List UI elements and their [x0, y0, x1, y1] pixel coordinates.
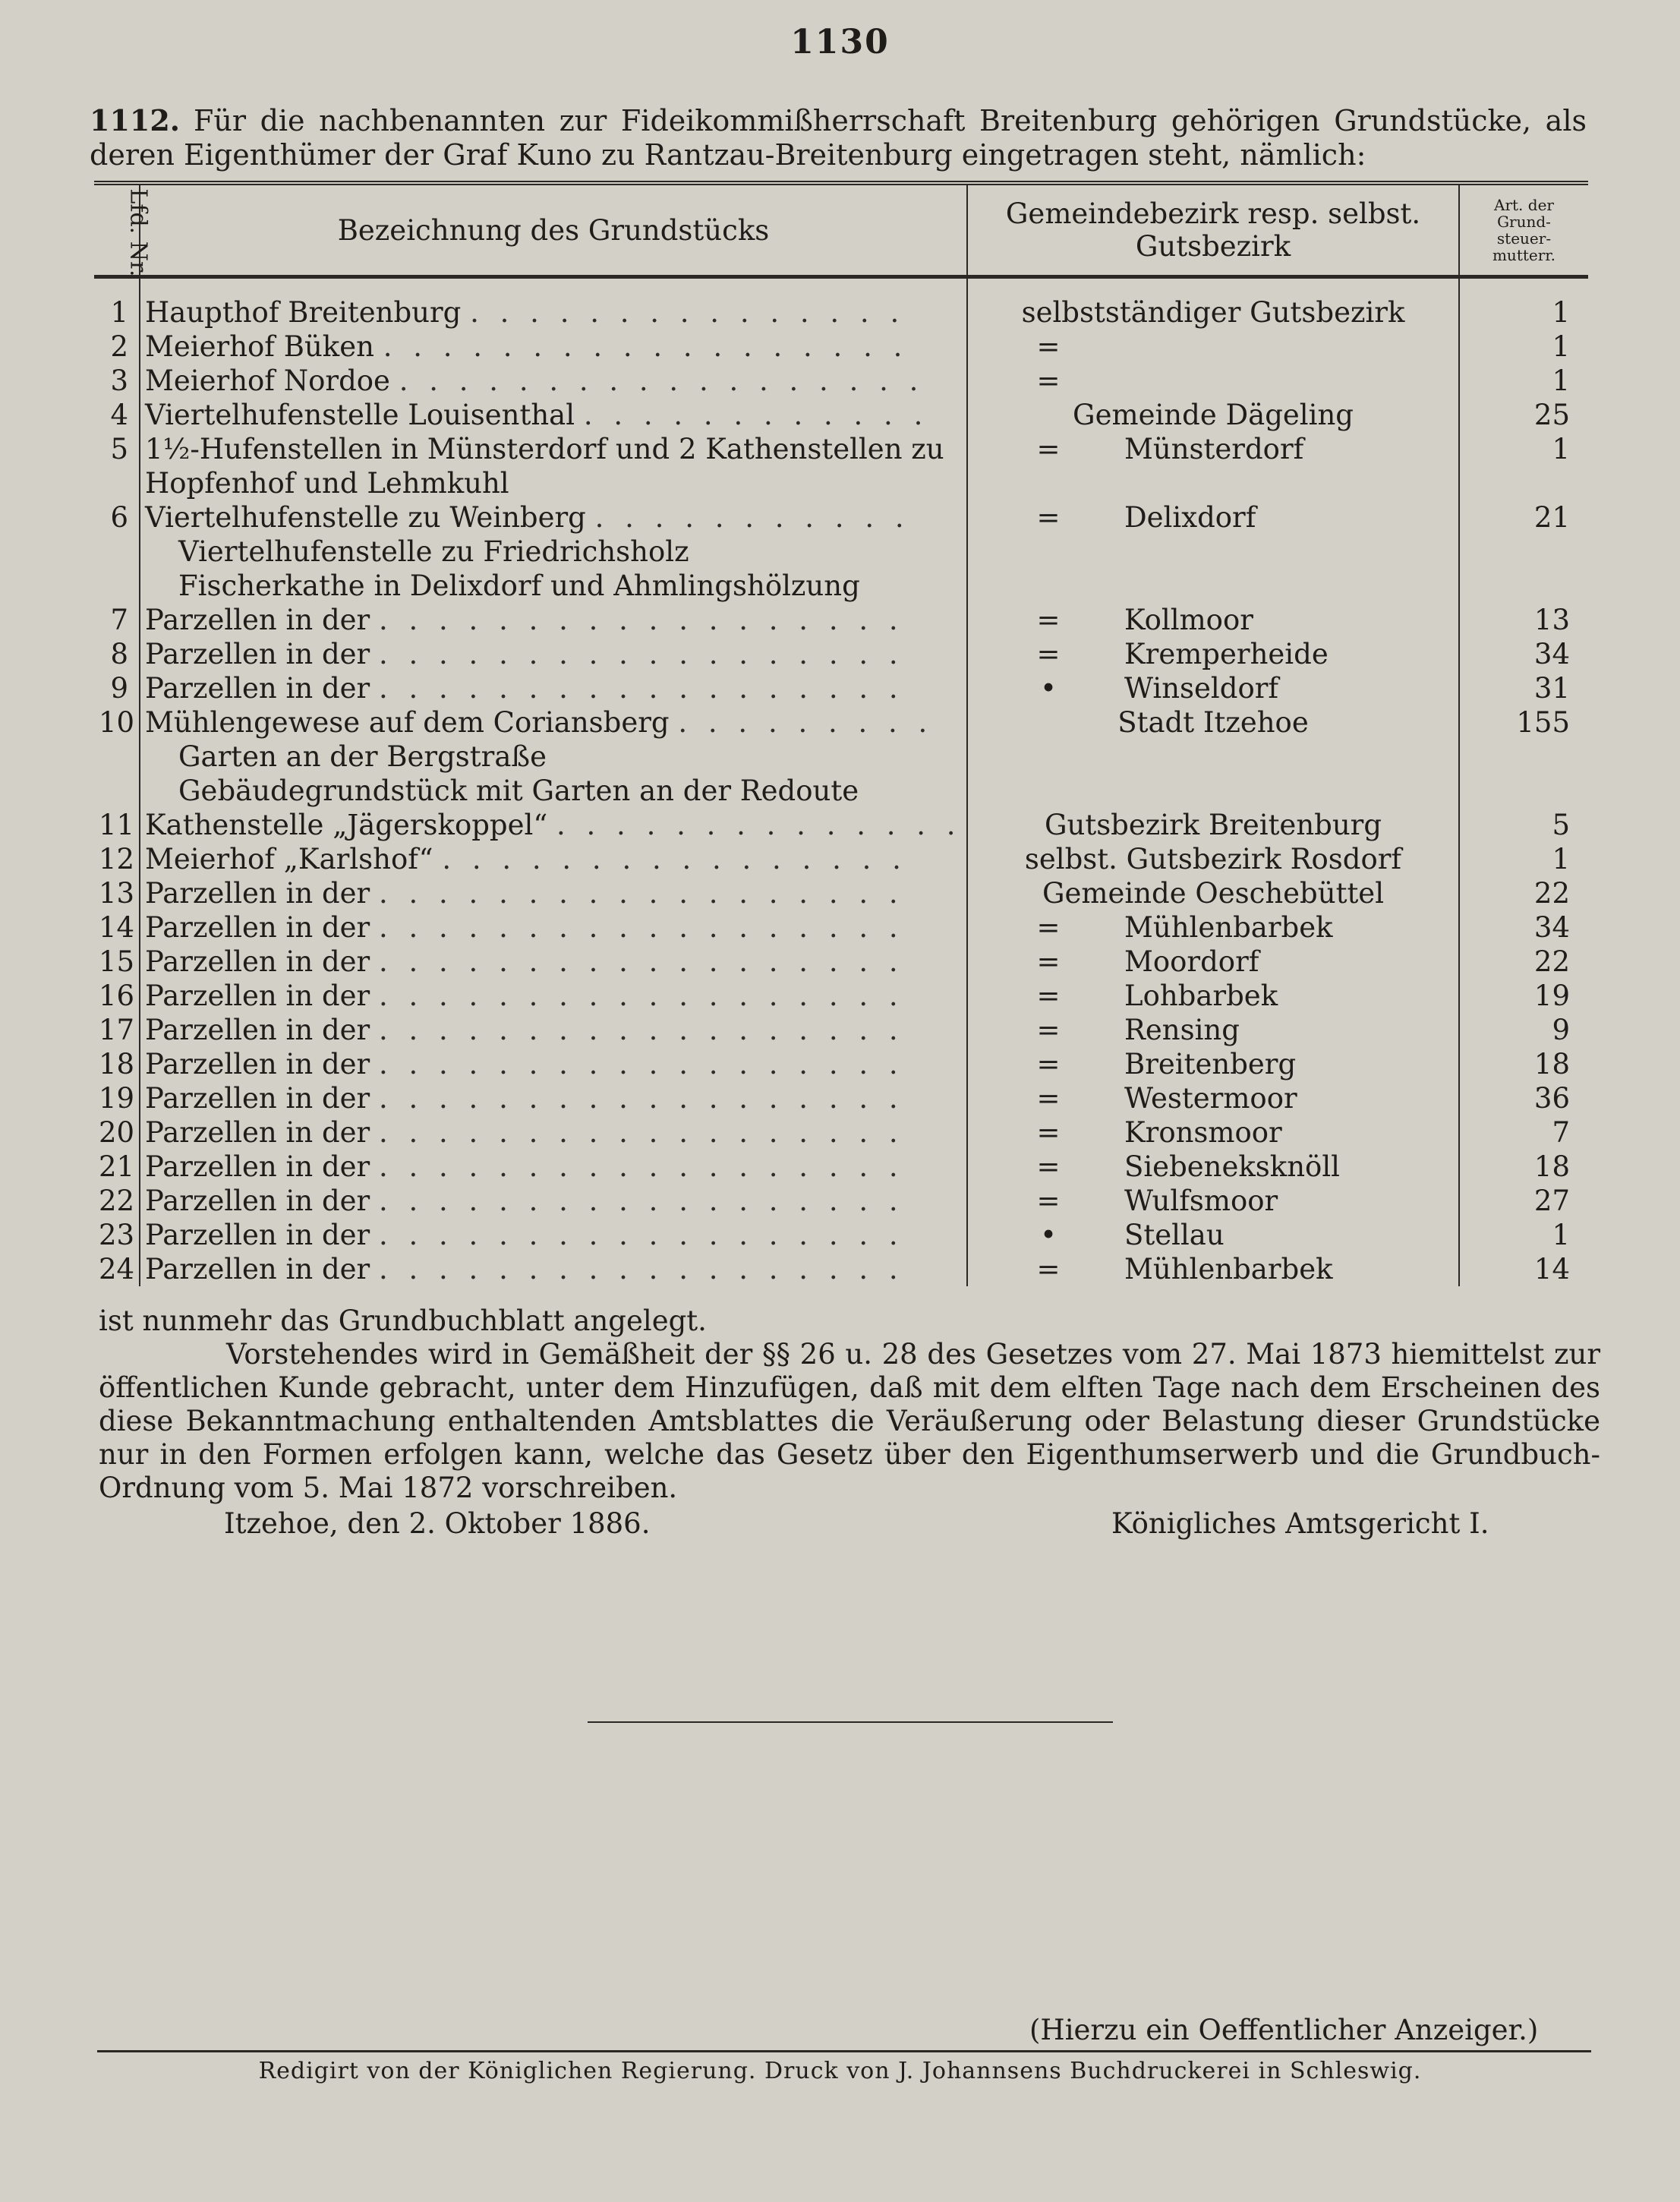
ditto-mark: =	[1036, 945, 1061, 978]
row-gemeinde	[967, 535, 1459, 569]
row-number: 7	[110, 604, 128, 636]
header-nr: Lfd. Nr.	[94, 183, 140, 277]
table-row	[94, 330, 1588, 364]
row-number: 11	[99, 809, 135, 841]
ditto-mark: =	[1036, 1082, 1061, 1115]
row-gemeinde: = Rensing	[967, 1013, 1459, 1047]
ditto-mark: =	[1036, 1253, 1061, 1286]
ditto-mark: =	[1036, 433, 1061, 465]
row-gemeinde: = Breitenberg	[967, 1047, 1459, 1081]
table-row	[94, 500, 1588, 535]
row-artikel: 36	[1533, 1082, 1570, 1115]
table-row	[94, 774, 1588, 808]
row-number	[94, 740, 140, 774]
row-artikel: 1	[1552, 843, 1570, 875]
row-number: 8	[110, 638, 128, 670]
row-bezeichnung: Mühlengewese auf dem Coriansberg . . . . . . . . .	[140, 705, 967, 740]
row-gemeinde: = Kremperheide	[967, 637, 1459, 671]
row-bezeichnung: Parzellen in der . . . . . . . . . . . . . . . . . .	[140, 671, 967, 705]
table-row	[94, 1115, 1588, 1150]
row-number: 22	[99, 1185, 135, 1217]
leader-dots: . . . . . . . . . . . . . . . . . .	[378, 1048, 904, 1080]
leader-dots: . . . . . . . . . . . . . . . . . .	[378, 1219, 904, 1251]
ditto-mark: =	[1036, 330, 1061, 363]
table-row	[94, 603, 1588, 637]
leader-dots: . . . . . . . . . . . . . . . . . .	[378, 1150, 904, 1183]
leader-dots: . . . . . . . . . . . . . . . . . .	[378, 1253, 904, 1286]
leader-dots: . . . . . . . . . . . . . . . . . .	[378, 1116, 904, 1149]
row-bezeichnung: Parzellen in der . . . . . . . . . . . . . . . . . .	[140, 1252, 967, 1286]
table-row	[94, 1150, 1588, 1184]
row-artikel	[1459, 569, 1588, 603]
row-gemeinde: = Münsterdorf	[967, 432, 1459, 466]
row-number: 5	[110, 433, 128, 465]
row-artikel: 21	[1533, 501, 1570, 534]
row-number	[94, 535, 140, 569]
row-gemeinde: = Wulfsmoor	[967, 1184, 1459, 1218]
row-bezeichnung: Meierhof „Karlshof“ . . . . . . . . . . . . . . . .	[140, 842, 967, 876]
leader-dots: . . . . . . . . . . .	[594, 501, 910, 534]
table-row	[94, 277, 1588, 330]
row-gemeinde: Gemeinde Dägeling	[967, 398, 1459, 432]
row-gemeinde	[967, 740, 1459, 774]
table-row	[94, 740, 1588, 774]
row-bezeichnung: Parzellen in der . . . . . . . . . . . . . . . . . .	[140, 1150, 967, 1184]
issuing-authority: Königliches Amtsgericht I.	[1111, 1507, 1489, 1540]
row-number: 12	[99, 843, 135, 875]
row-number: 3	[110, 364, 128, 397]
table-row	[94, 1081, 1588, 1115]
intro-text: Für die nachbenannten zur Fideikommißherrschaft Breitenburg gehörigen Grundstücke, als deren Eigenthümer der Graf Kuno zu Rantzau-Breitenburg eingetragen steht, nämlich:	[90, 104, 1587, 172]
row-artikel: 27	[1533, 1185, 1570, 1217]
row-bezeichnung: Garten an der Bergstraße	[140, 740, 967, 774]
row-number: 9	[110, 672, 128, 705]
table-row	[94, 1252, 1588, 1286]
table-row	[94, 842, 1588, 876]
leader-dots: . . . . . . . . . . . .	[583, 399, 929, 431]
row-artikel: 5	[1552, 809, 1570, 841]
row-bezeichnung: Parzellen in der . . . . . . . . . . . . . . . . . .	[140, 945, 967, 979]
row-gemeinde	[967, 330, 1459, 364]
row-gemeinde: Gutsbezirk Breitenburg	[967, 808, 1459, 842]
ditto-mark: =	[1036, 1116, 1061, 1149]
ditto-mark: •	[1040, 1219, 1057, 1251]
row-gemeinde: = Kronsmoor	[967, 1115, 1459, 1150]
row-bezeichnung: Parzellen in der . . . . . . . . . . . . . . . . . .	[140, 603, 967, 637]
row-artikel: 1	[1552, 1219, 1570, 1251]
ditto-mark: =	[1036, 1150, 1061, 1183]
row-number: 14	[99, 911, 135, 944]
leader-dots: . . . . . . . . . . . . . . . . . .	[378, 980, 904, 1012]
row-bezeichnung: Fischerkathe in Delixdorf und Ahmlingshölzung	[140, 569, 967, 603]
table-row	[94, 1013, 1588, 1047]
row-bezeichnung: Hopfenhof und Lehmkuhl	[140, 466, 967, 500]
leader-dots: . . . . . . . . . . . . . . . . . .	[383, 330, 909, 363]
table-body	[94, 277, 1588, 1287]
row-number: 16	[99, 980, 135, 1012]
ditto-mark: •	[1040, 672, 1057, 705]
row-artikel: 22	[1533, 945, 1570, 978]
row-gemeinde: Stadt Itzehoe	[967, 705, 1459, 740]
row-artikel: 22	[1533, 877, 1570, 910]
row-artikel: 1	[1552, 296, 1570, 329]
row-bezeichnung: Parzellen in der . . . . . . . . . . . . . . . . . .	[140, 1115, 967, 1150]
row-artikel: 13	[1533, 604, 1570, 636]
row-artikel: 18	[1533, 1048, 1570, 1080]
row-artikel: 25	[1533, 399, 1570, 431]
leader-dots: . . . . . . . . . . . . . . . . . .	[378, 877, 904, 910]
table-row	[94, 1218, 1588, 1252]
row-number	[94, 466, 140, 500]
appendix-note: (Hierzu ein Oeffentlicher Anzeiger.)	[1029, 2014, 1539, 2046]
row-artikel: 9	[1552, 1014, 1570, 1046]
row-artikel: 19	[1533, 980, 1570, 1012]
table-row	[94, 808, 1588, 842]
table-row	[94, 466, 1588, 500]
row-gemeinde: = Mühlenbarbek	[967, 910, 1459, 945]
header-gemeinde: Gemeindebezirk resp. selbst. Gutsbezirk	[967, 183, 1459, 277]
leader-dots: . . . . . . . . . . . . . . . . . .	[378, 1014, 904, 1046]
leader-dots: . . . . . . . . .	[678, 706, 934, 739]
page-number: 1130	[790, 23, 890, 62]
row-number: 23	[99, 1219, 135, 1251]
ditto-mark: =	[1036, 1014, 1061, 1046]
row-bezeichnung: Parzellen in der . . . . . . . . . . . . . . . . . .	[140, 1047, 967, 1081]
row-artikel: 155	[1516, 706, 1570, 739]
row-artikel	[1459, 535, 1588, 569]
row-bezeichnung: Kathenstelle „Jägerskoppel“ . . . . . . . . . . . . . .	[140, 808, 967, 842]
ditto-mark: =	[1036, 604, 1061, 636]
row-gemeinde: = Westermoor	[967, 1081, 1459, 1115]
row-gemeinde: = Kollmoor	[967, 603, 1459, 637]
ditto-mark: =	[1036, 364, 1061, 397]
leader-dots: . . . . . . . . . . . . . . . . . .	[378, 638, 904, 670]
table-row	[94, 979, 1588, 1013]
table-row	[94, 398, 1588, 432]
row-bezeichnung: Parzellen in der . . . . . . . . . . . . . . . . . .	[140, 1184, 967, 1218]
row-bezeichnung: Parzellen in der . . . . . . . . . . . . . . . . . .	[140, 1013, 967, 1047]
table-row	[94, 432, 1588, 466]
entry-number: 1112.	[90, 103, 180, 137]
row-number	[94, 774, 140, 808]
row-gemeinde	[967, 569, 1459, 603]
leader-dots: . . . . . . . . . . . . . . . .	[442, 843, 907, 875]
row-artikel: 34	[1533, 911, 1570, 944]
row-number: 10	[99, 706, 135, 739]
row-number	[94, 569, 140, 603]
row-bezeichnung: Parzellen in der . . . . . . . . . . . . . . . . . .	[140, 637, 967, 671]
row-bezeichnung: Parzellen in der . . . . . . . . . . . . . . . . . .	[140, 910, 967, 945]
footer-imprint: Redigirt von der Königlichen Regierung. Druck von J. Johannsens Buchdruckerei in Schleswig.	[258, 2058, 1422, 2084]
row-number: 1	[110, 296, 128, 329]
row-bezeichnung: Viertelhufenstelle zu Friedrichsholz	[140, 535, 967, 569]
row-artikel: 1	[1552, 330, 1570, 363]
ditto-mark: =	[1036, 1048, 1061, 1080]
header-art: Art. der Grund- steuer- mutterr.	[1459, 183, 1588, 277]
leader-dots: . . . . . . . . . . . . . . . . . .	[378, 911, 904, 944]
row-gemeinde: • Winseldorf	[967, 671, 1459, 705]
row-artikel: 31	[1533, 672, 1570, 705]
row-gemeinde	[967, 774, 1459, 808]
body-paragraph: Vorstehendes wird in Gemäßheit der §§ 26 u. 28 des Gesetzes vom 27. Mai 1873 hiemittelst zur öffentlichen Kunde gebracht, unter dem Hinzufügen, daß mit dem elften Tage nach dem Erscheinen des diese Bekanntmachung enthaltenden Amtsblattes die Veräußerung oder Belastung dieser Grundstücke nur in den Formen erfolgen kann, welche das Gesetz über den Eigenthumserwerb und die Grundbuch-Ordnung vom 5. Mai 1872 vorschreiben.	[99, 1338, 1600, 1504]
row-artikel	[1459, 774, 1588, 808]
row-number: 6	[110, 501, 128, 534]
row-number: 4	[110, 399, 128, 431]
table-header-row	[94, 183, 1588, 277]
row-artikel: 1	[1552, 433, 1570, 465]
row-number: 20	[99, 1116, 135, 1149]
row-number: 19	[99, 1082, 135, 1115]
ditto-mark: =	[1036, 911, 1061, 944]
row-artikel: 14	[1533, 1253, 1570, 1286]
row-bezeichnung: Viertelhufenstelle zu Weinberg . . . . . . . . . . .	[140, 500, 967, 535]
row-gemeinde: = Siebeneksknöll	[967, 1150, 1459, 1184]
row-number: 17	[99, 1014, 135, 1046]
row-gemeinde: selbstständiger Gutsbezirk	[967, 277, 1459, 330]
row-bezeichnung: 1½-Hufenstellen in Münsterdorf und 2 Kathenstellen zu	[140, 432, 967, 466]
row-bezeichnung: Meierhof Nordoe . . . . . . . . . . . . . . . . . .	[140, 364, 967, 398]
table-row	[94, 705, 1588, 740]
table-row	[94, 364, 1588, 398]
leader-dots: . . . . . . . . . . . . . . . . . .	[399, 364, 925, 397]
row-artikel: 34	[1533, 638, 1570, 670]
table-row	[94, 1047, 1588, 1081]
row-number: 24	[99, 1253, 135, 1286]
row-gemeinde	[967, 466, 1459, 500]
property-table	[94, 181, 1588, 1286]
row-bezeichnung: Gebäudegrundstück mit Garten an der Redoute	[140, 774, 967, 808]
row-bezeichnung: Meierhof Büken . . . . . . . . . . . . . . . . . .	[140, 330, 967, 364]
row-artikel	[1459, 466, 1588, 500]
ditto-mark: =	[1036, 1185, 1061, 1217]
leader-dots: . . . . . . . . . . . . . . .	[470, 296, 906, 329]
row-gemeinde	[967, 364, 1459, 398]
row-artikel: 18	[1533, 1150, 1570, 1183]
section-divider	[588, 1721, 1113, 1723]
footer-rule	[97, 2050, 1591, 2052]
intro-paragraph	[90, 103, 1587, 172]
table-row	[94, 910, 1588, 945]
table-row	[94, 535, 1588, 569]
table-row	[94, 876, 1588, 910]
row-gemeinde: • Stellau	[967, 1218, 1459, 1252]
row-number: 13	[99, 877, 135, 910]
row-bezeichnung: Haupthof Breitenburg . . . . . . . . . . . . . . .	[140, 277, 967, 330]
ditto-mark: =	[1036, 980, 1061, 1012]
row-gemeinde: = Lohbarbek	[967, 979, 1459, 1013]
leader-dots: . . . . . . . . . . . . . .	[556, 809, 962, 841]
leader-dots: . . . . . . . . . . . . . . . . . .	[378, 1082, 904, 1115]
leader-dots: . . . . . . . . . . . . . . . . . .	[378, 1185, 904, 1217]
place-date: Itzehoe, den 2. Oktober 1886.	[224, 1507, 651, 1540]
row-number: 2	[110, 330, 128, 363]
row-gemeinde: = Moordorf	[967, 945, 1459, 979]
table-row	[94, 637, 1588, 671]
row-artikel: 1	[1552, 364, 1570, 397]
table-row	[94, 945, 1588, 979]
row-gemeinde: selbst. Gutsbezirk Rosdorf	[967, 842, 1459, 876]
table-row	[94, 1184, 1588, 1218]
row-number: 15	[99, 945, 135, 978]
leader-dots: . . . . . . . . . . . . . . . . . .	[378, 672, 904, 705]
row-gemeinde: = Mühlenbarbek	[967, 1252, 1459, 1286]
row-gemeinde: Gemeinde Oeschebüttel	[967, 876, 1459, 910]
row-bezeichnung: Parzellen in der . . . . . . . . . . . . . . . . . .	[140, 1081, 967, 1115]
header-bezeichnung: Bezeichnung des Grundstücks	[140, 183, 967, 277]
row-bezeichnung: Parzellen in der . . . . . . . . . . . . . . . . . .	[140, 979, 967, 1013]
table-row	[94, 671, 1588, 705]
row-artikel: 7	[1552, 1116, 1570, 1149]
row-bezeichnung: Parzellen in der . . . . . . . . . . . . . . . . . .	[140, 1218, 967, 1252]
row-gemeinde: = Delixdorf	[967, 500, 1459, 535]
after-table-text: ist nunmehr das Grundbuchblatt angelegt.	[99, 1304, 707, 1337]
row-bezeichnung: Parzellen in der . . . . . . . . . . . . . . . . . .	[140, 876, 967, 910]
row-number: 21	[99, 1150, 135, 1183]
row-number: 18	[99, 1048, 135, 1080]
table-row	[94, 569, 1588, 603]
ditto-mark: =	[1036, 501, 1061, 534]
leader-dots: . . . . . . . . . . . . . . . . . .	[378, 604, 904, 636]
ditto-mark: =	[1036, 638, 1061, 670]
leader-dots: . . . . . . . . . . . . . . . . . .	[378, 945, 904, 978]
row-bezeichnung: Viertelhufenstelle Louisenthal . . . . . . . . . . . .	[140, 398, 967, 432]
row-artikel	[1459, 740, 1588, 774]
